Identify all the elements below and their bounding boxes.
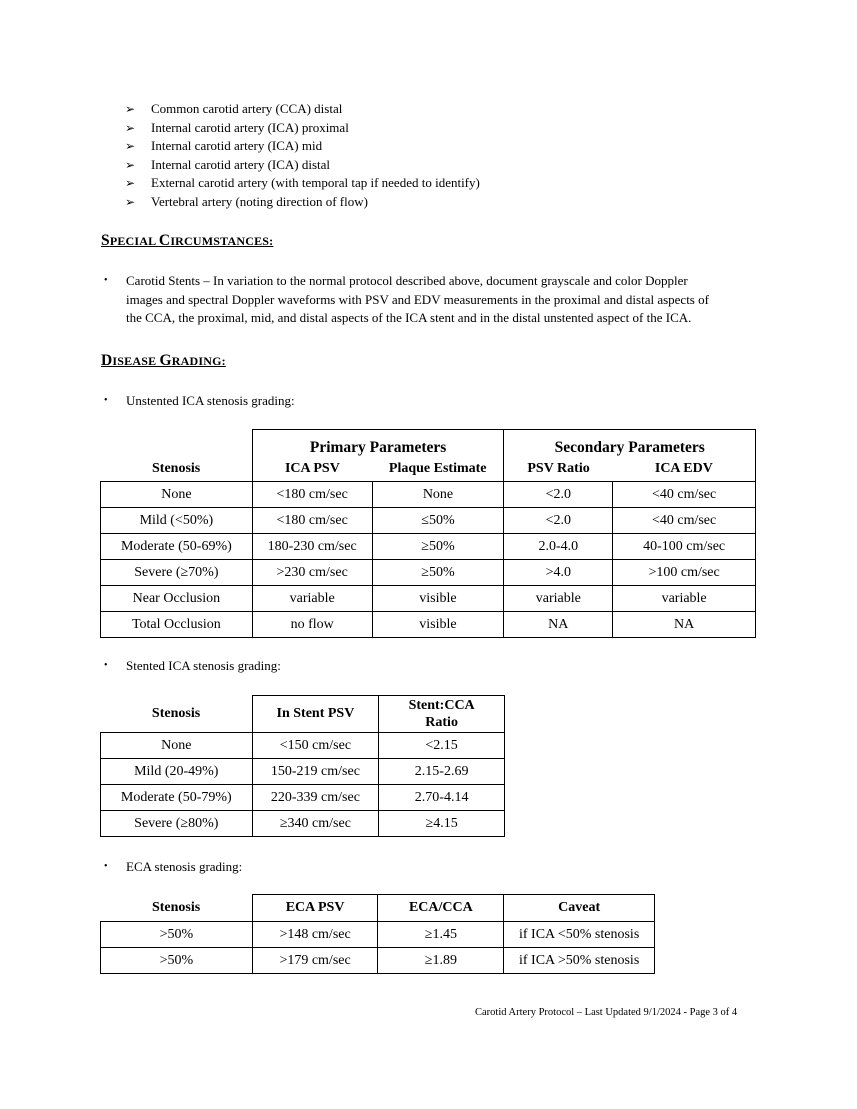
bullet-icon: • — [104, 861, 108, 872]
table-row: None <150 cm/sec <2.15 — [101, 733, 505, 759]
table-row: None <180 cm/sec None <2.0 <40 cm/sec — [101, 482, 756, 508]
column-header: ICA EDV — [613, 457, 756, 482]
table-row: Moderate (50-79%) 220-339 cm/sec 2.70-4.14 — [101, 785, 505, 811]
special-circumstances-heading: SPECIAL CIRCUMSTANCES: — [101, 232, 274, 249]
column-header: ECA/CCA — [378, 895, 504, 922]
table-row: Severe (≥70%) >230 cm/sec ≥50% >4.0 >100 cm/sec — [101, 560, 756, 586]
arrow-bullet-icon: ➢ — [125, 102, 136, 116]
unstented-ica-table — [100, 429, 756, 638]
table-row: Near Occlusion variable visible variable variable — [101, 586, 756, 612]
table-row: Total Occlusion no flow visible NA NA — [101, 612, 756, 638]
arrow-bullet-icon: ➢ — [125, 139, 136, 153]
bullet-icon: • — [104, 660, 108, 671]
arrow-bullet-icon: ➢ — [125, 195, 136, 209]
list-item-text: External carotid artery (with temporal tap if needed to identify) — [151, 175, 480, 190]
list-item-text: Common carotid artery (CCA) distal — [151, 101, 343, 116]
secondary-parameters-header: Secondary Parameters — [504, 430, 756, 457]
column-header: ECA PSV — [252, 895, 378, 922]
eca-label: ECA stenosis grading: — [126, 859, 243, 874]
column-header: PSV Ratio — [504, 457, 613, 482]
column-header: ICA PSV — [252, 457, 372, 482]
stented-ica-table — [100, 695, 505, 837]
arrow-bullet-icon: ➢ — [125, 176, 136, 190]
table-row: Moderate (50-69%) 180-230 cm/sec ≥50% 2.0-4.0 40-100 cm/sec — [101, 534, 756, 560]
carotid-stents-paragraph: Carotid Stents – In variation to the normal protocol described above, document grayscale and color Doppler images and spectral Doppler waveforms with PSV and EDV measurements in the proximal and distal aspects of the CCA, the proximal, mid, and distal aspects of the ICA stent and in the distal unstented aspect of the ICA. — [126, 273, 709, 325]
disease-grading-heading: DISEASE GRADING: — [101, 352, 226, 369]
list-item-text: Vertebral artery (noting direction of flow) — [151, 194, 368, 209]
bullet-icon: • — [104, 395, 108, 406]
column-header: Caveat — [504, 895, 655, 922]
arrow-bullet-icon: ➢ — [125, 158, 136, 172]
page-footer: Carotid Artery Protocol – Last Updated 9/1/2024 - Page 3 of 4 — [475, 1007, 738, 1018]
table-row: >50% >148 cm/sec ≥1.45 if ICA <50% stenosis — [101, 922, 655, 948]
table-row: Severe (≥80%) ≥340 cm/sec ≥4.15 — [101, 811, 505, 837]
stented-label: Stented ICA stenosis grading: — [126, 658, 281, 673]
table-row: Mild (<50%) <180 cm/sec ≤50% <2.0 <40 cm/sec — [101, 508, 756, 534]
column-header: In Stent PSV — [252, 696, 379, 733]
unstented-label: Unstented ICA stenosis grading: — [126, 393, 295, 408]
column-header: Plaque Estimate — [372, 457, 504, 482]
table-row: Mild (20-49%) 150-219 cm/sec 2.15-2.69 — [101, 759, 505, 785]
list-item-text: Internal carotid artery (ICA) distal — [151, 157, 331, 172]
list-item-text: Internal carotid artery (ICA) proximal — [151, 120, 349, 135]
table-row: >50% >179 cm/sec ≥1.89 if ICA >50% stenosis — [101, 948, 655, 974]
bullet-icon: • — [104, 275, 108, 286]
column-header: Stent:CCA Ratio — [379, 696, 505, 733]
column-header: Stenosis — [101, 895, 253, 922]
primary-parameters-header: Primary Parameters — [252, 430, 504, 457]
arrow-bullet-icon: ➢ — [125, 121, 136, 135]
column-header: Stenosis — [101, 696, 253, 733]
column-header: Stenosis — [101, 457, 253, 482]
eca-stenosis-table — [100, 894, 655, 974]
list-item-text: Internal carotid artery (ICA) mid — [151, 138, 323, 153]
